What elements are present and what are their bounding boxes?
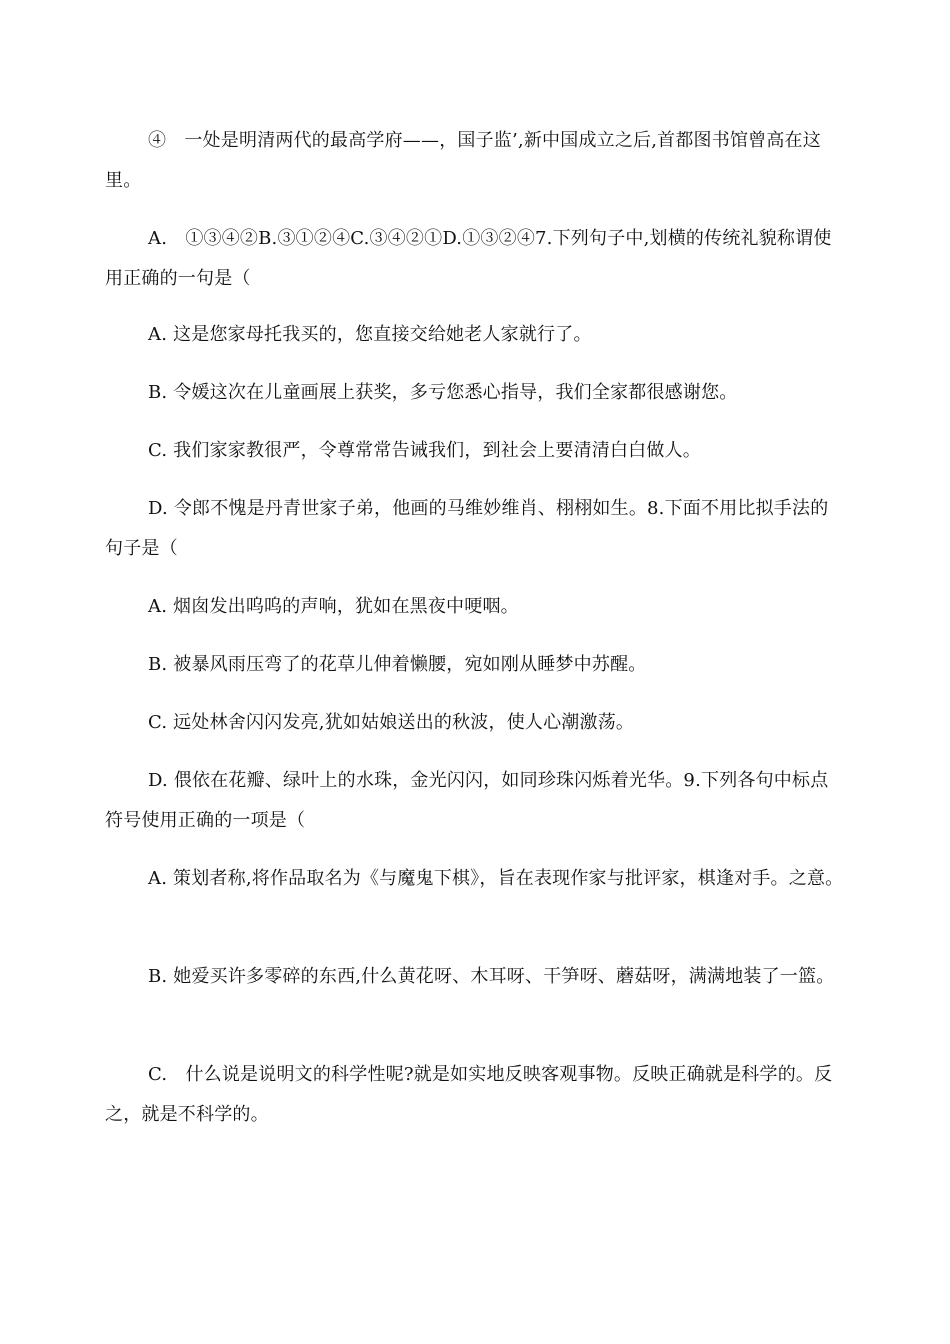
q8-option-a: A. 烟囱发出呜呜的声响，犹如在黑夜中哽咽。 (148, 596, 519, 617)
q8-option-d-and-question-9: D. 偎依在花瓣、绿叶上的水珠，金光闪闪，如同珍珠闪烁着光华。9.下列各句中标点符号使用正确的一项是（ (105, 770, 829, 831)
q7-option-a: A. 这是您家母托我买的，您直接交给她老人家就行了。 (148, 324, 592, 345)
q7-option-c: C. 我们家家教很严，令尊常常告诫我们，到社会上要清清白白做人。 (148, 440, 701, 461)
q9-option-b: B. 她爱买许多零碎的东西,什么黄花呀、木耳呀、干笋呀、蘑菇呀，满满地装了一篮。 (148, 966, 835, 987)
answer-options-q6-and-question-7: A. ①③④②B.③①②④C.③④②①D.①③②④7.下列句子中,划横的传统礼貌称谓使用正确的一句是（ (105, 228, 832, 289)
q9-option-a: A. 策划者称,将作品取名为《与魔鬼下棋》，旨在表现作家与批评家，棋逢对手。之意。 (148, 868, 844, 889)
q7-option-d-and-question-8: D. 令郎不愧是丹青世家子弟，他画的马维妙维肖、栩栩如生。8.下面不用比拟手法的句子是（ (105, 498, 829, 559)
paragraph-item-4: ④ 一处是明清两代的最高学府——，国子监’,新中国成立之后,首都图书馆曾高在这里。 (105, 130, 821, 191)
q7-option-b: B. 令媛这次在儿童画展上获奖，多亏您悉心指导，我们全家都很感谢您。 (148, 382, 738, 403)
q9-option-c: C. 什么说是说明文的科学性呢?就是如实地反映客观事物。反映正确就是科学的。反之，就是不科学的。 (105, 1064, 833, 1125)
q8-option-c: C. 远处林舍闪闪发亮,犹如姑娘送出的秋波，使人心潮激荡。 (148, 712, 635, 733)
q8-option-b: B. 被暴风雨压弯了的花草儿伸着懒腰，宛如刚从睡梦中苏醒。 (148, 654, 647, 675)
